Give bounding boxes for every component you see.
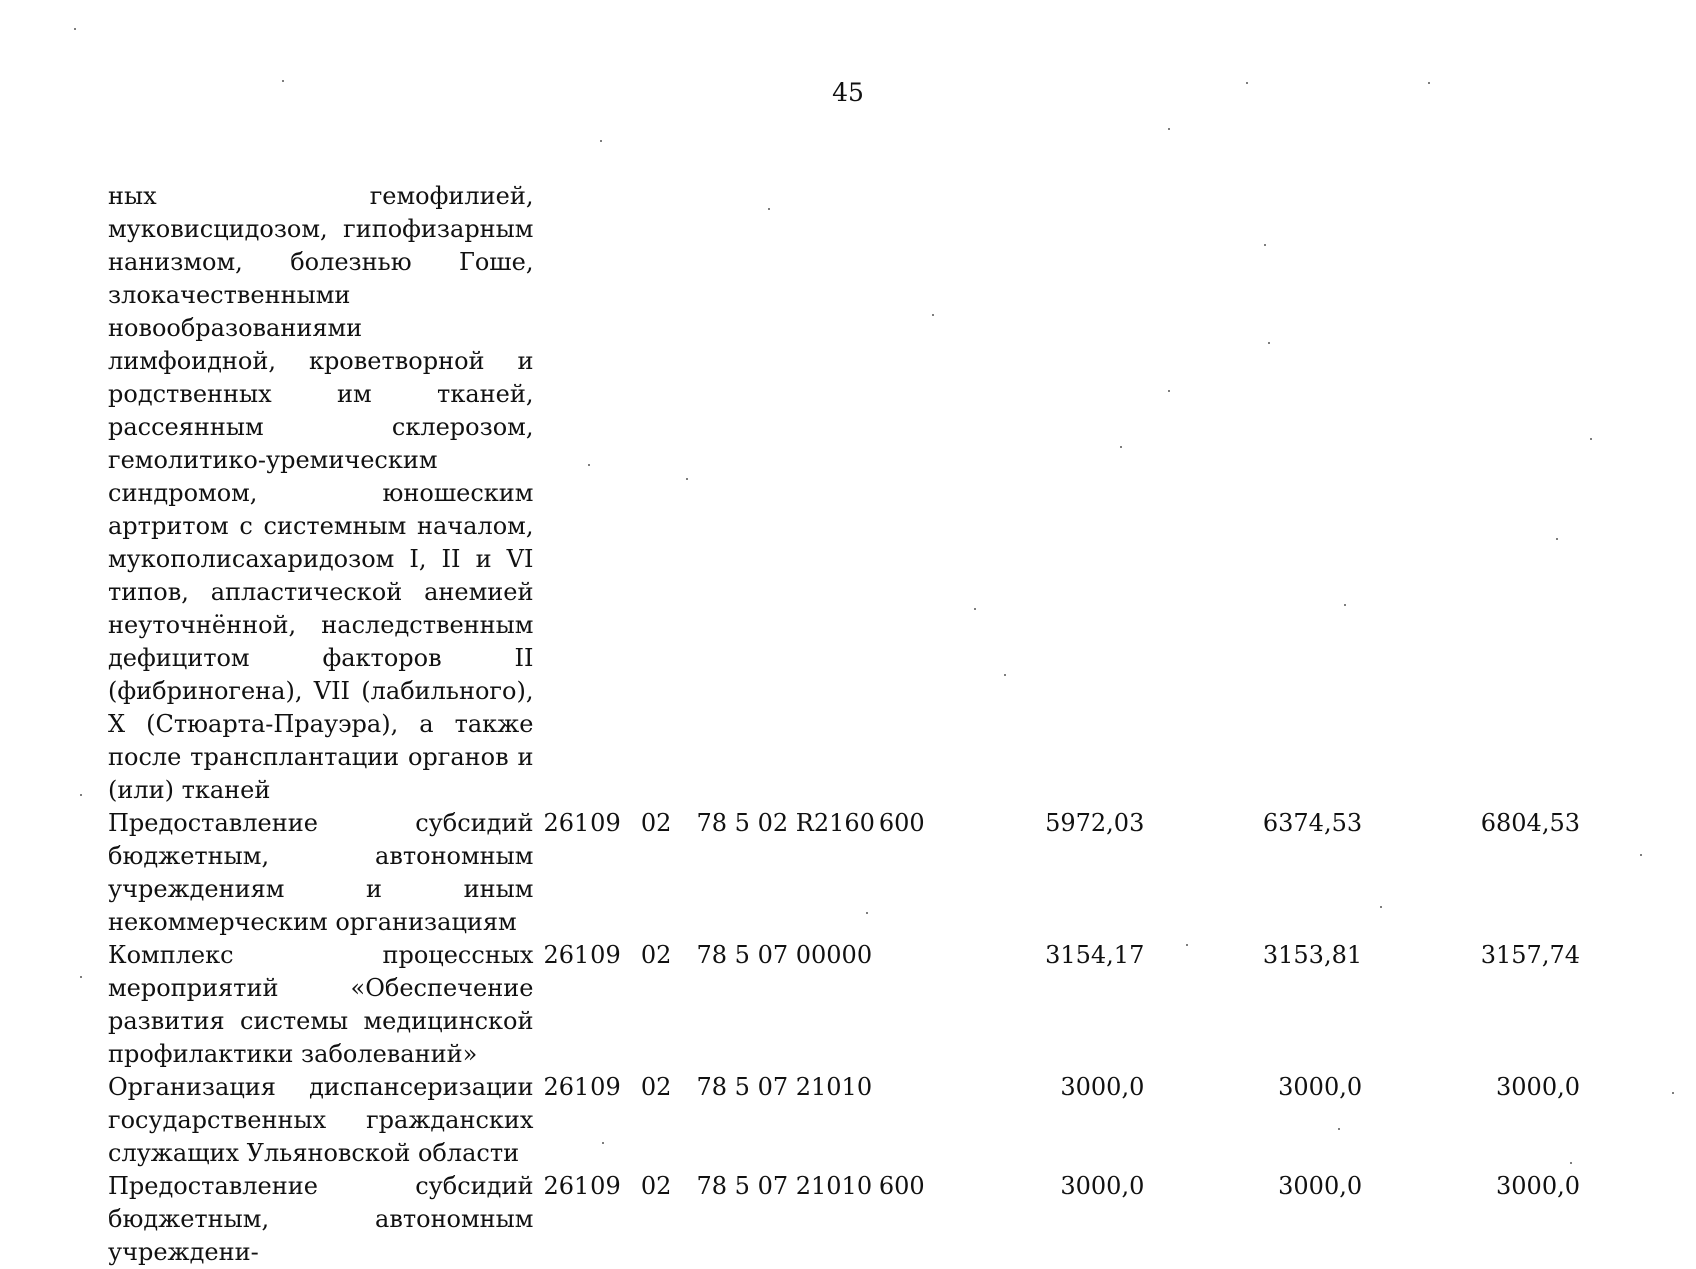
row-amount-year2: 3000,0 [1278, 1172, 1363, 1200]
row-admin-code: 261 [543, 941, 590, 969]
row-name: Предоставление субсидий бюджетным, автономным учреждениям и иным некоммерческим организациям [108, 809, 534, 936]
row-target-code: 78 5 07 00000 [696, 941, 873, 969]
scan-speck [282, 80, 284, 82]
row-amount-year2 [1152, 180, 1370, 807]
row-expense-type: 600 [878, 1172, 925, 1200]
row-name: Предоставление субсидий бюджетным, автономным учреждени- [108, 1172, 534, 1266]
row-admin-code: 261 [543, 809, 590, 837]
scan-speck [1590, 438, 1592, 440]
row-amount-year1: 3000,0 [1060, 1172, 1145, 1200]
scan-speck [768, 208, 770, 210]
row-subsection-code: 02 [640, 1073, 672, 1101]
scan-speck [1246, 82, 1248, 84]
scan-speck [866, 912, 868, 914]
row-name: Комплекс процессных мероприятий «Обеспечение развития системы медицинской профилактики заболеваний» [108, 941, 534, 1068]
table-row [108, 180, 1588, 807]
scan-speck [80, 794, 82, 796]
row-subsection-code: 02 [640, 1172, 672, 1200]
row-amount-year1: 3154,17 [1045, 941, 1145, 969]
scan-speck [1268, 342, 1270, 344]
scan-speck [74, 28, 76, 30]
scan-speck [600, 140, 602, 142]
scan-speck [686, 478, 688, 480]
scan-speck [974, 608, 976, 610]
scan-speck [602, 1142, 604, 1144]
row-amount-year3: 6804,53 [1480, 809, 1580, 837]
row-section-code: 09 [590, 809, 621, 837]
row-amount-year2: 3153,81 [1262, 941, 1363, 969]
scan-speck [80, 976, 82, 978]
scan-speck [1338, 1128, 1340, 1130]
row-expense-type: 600 [878, 809, 925, 837]
row-section-code [590, 180, 641, 807]
scan-speck [1004, 674, 1006, 676]
scan-speck [1640, 854, 1642, 856]
row-section-code: 09 [590, 941, 621, 969]
row-amount-year3 [1370, 180, 1588, 807]
budget-table [108, 180, 1588, 1269]
row-admin-code: 261 [543, 1172, 590, 1200]
page-number: 45 [832, 78, 864, 107]
row-amount-year1: 3000,0 [1060, 1073, 1145, 1101]
scan-speck [1186, 944, 1188, 946]
row-name: Организация диспансеризации государственных гражданских служащих Ульяновской области [108, 1073, 534, 1167]
row-admin-code [533, 180, 590, 807]
row-expense-type [879, 939, 960, 1071]
scan-speck [1570, 1162, 1572, 1164]
table-row [108, 939, 1588, 1071]
row-expense-type [879, 180, 960, 807]
row-subsection-code: 02 [640, 941, 672, 969]
table-row [108, 1170, 1588, 1269]
scan-speck [1428, 82, 1430, 84]
row-expense-type [879, 1071, 960, 1170]
row-amount-year2: 3000,0 [1278, 1073, 1363, 1101]
row-amount-year2: 6374,53 [1262, 809, 1363, 837]
scan-speck [1168, 128, 1170, 130]
row-admin-code: 261 [543, 1073, 590, 1101]
scan-speck [1120, 446, 1122, 448]
row-name: ных гемофилией, муковисцидозом, гипофизарным нанизмом, болезнью Гоше, злокачественными новообразованиями лимфоидной, кроветворной и родственных им тканей, рассеянным склерозом, гемолитико-уремическим синдромом, юношеским артритом с системным началом, мукополисахаридозом I, II и VI типов, апластической анемией неуточнённой, наследственным дефицитом факторов II (фибриногена), VII (лабильного), X (Стюарта-Прауэра), а также после трансплантации органов и (или) тканей [108, 182, 534, 804]
row-section-code: 09 [590, 1172, 621, 1200]
scan-speck [1380, 906, 1382, 908]
row-amount-year1 [960, 180, 1152, 807]
scan-speck [1264, 244, 1266, 246]
row-amount-year1: 5972,03 [1045, 809, 1145, 837]
row-section-code: 09 [590, 1073, 621, 1101]
table-row [108, 807, 1588, 939]
row-amount-year3: 3000,0 [1496, 1073, 1580, 1101]
table-row [108, 1071, 1588, 1170]
row-amount-year3: 3000,0 [1496, 1172, 1580, 1200]
scan-speck [1556, 538, 1558, 540]
scan-speck [1672, 1092, 1674, 1094]
row-subsection-code: 02 [640, 809, 672, 837]
scan-speck [1168, 390, 1170, 392]
row-target-code: 78 5 07 21010 [696, 1073, 873, 1101]
row-amount-year3: 3157,74 [1480, 941, 1580, 969]
scan-speck [1344, 604, 1346, 606]
row-target-code: 78 5 07 21010 [696, 1172, 873, 1200]
row-target-code [697, 180, 879, 807]
scan-speck [932, 314, 934, 316]
scan-speck [588, 464, 590, 466]
row-subsection-code [641, 180, 697, 807]
row-target-code: 78 5 02 R2160 [696, 809, 875, 837]
